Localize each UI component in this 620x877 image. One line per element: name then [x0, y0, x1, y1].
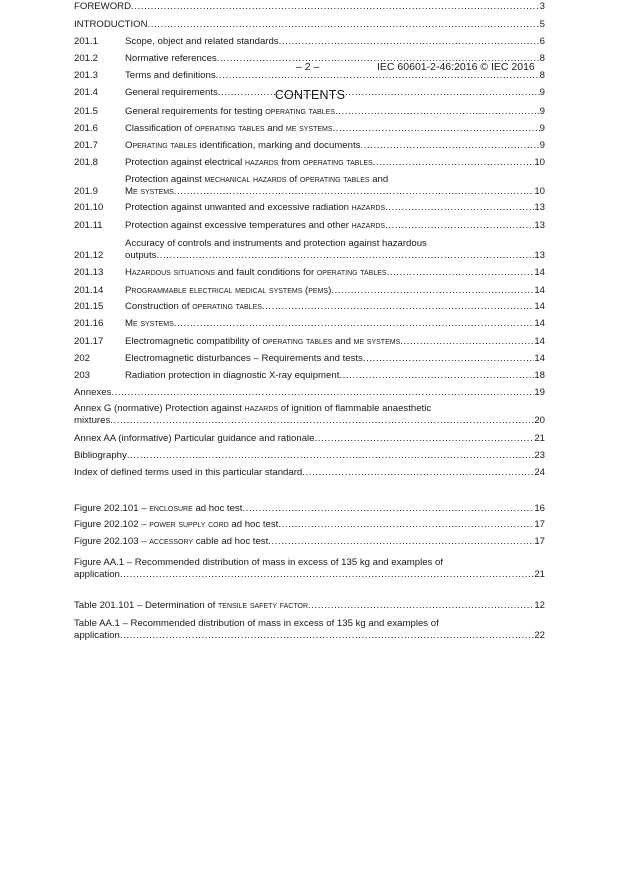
dot-leader [335, 106, 540, 118]
entry-title: Scope, object and related standards [125, 36, 279, 47]
entry-title: General requirements [125, 87, 218, 98]
page-ref: 5 [539, 19, 545, 30]
toc-entry[interactable] [74, 503, 545, 515]
page-ref: 9 [539, 123, 545, 134]
page-ref: 9 [539, 140, 545, 151]
entry-title: Electromagnetic compatibility of operating tables and me systems [125, 336, 401, 347]
dot-leader [148, 19, 540, 31]
dot-leader [216, 70, 540, 82]
toc-entry[interactable] [74, 70, 545, 82]
section-number: 201.16 [74, 318, 104, 329]
entry-title: Protection against excessive temperatures and other hazards [125, 220, 386, 231]
page-ref: 21 [534, 433, 545, 444]
page-ref: 10 [534, 186, 545, 197]
toc-entry[interactable] [74, 238, 545, 262]
section-number: 202 [74, 353, 91, 364]
dot-leader [339, 370, 534, 382]
dot-leader [363, 353, 534, 365]
page-ref: 13 [534, 220, 545, 231]
dot-leader [156, 250, 534, 262]
entry-title: Classification of operating tables and me systems [125, 123, 333, 134]
toc-entry[interactable] [74, 267, 545, 279]
toc-entry[interactable] [74, 353, 545, 365]
toc-entry[interactable] [74, 433, 545, 445]
toc-entry[interactable] [74, 36, 545, 48]
entry-title: Protection against unwanted and excessive radiation hazards [125, 202, 386, 213]
dot-leader [331, 285, 534, 297]
toc-entry[interactable] [74, 285, 545, 297]
entry-title: Accuracy of controls and instruments and protection against hazardous [125, 238, 427, 249]
dot-leader [360, 140, 539, 152]
page-ref: 21 [534, 569, 545, 580]
entry-title: Hazardous situations and fault conditions for operating tables [125, 267, 387, 278]
toc-entry[interactable] [74, 19, 545, 31]
toc-entry[interactable] [74, 387, 545, 399]
toc-entry[interactable] [74, 53, 545, 65]
section-number: 201.7 [74, 140, 99, 151]
entry-title: Radiation protection in diagnostic X-ray equipment [125, 370, 340, 381]
page-ref: 24 [534, 467, 545, 478]
page-ref: 16 [534, 503, 545, 514]
entry-title: Construction of operating tables [125, 301, 262, 312]
dot-leader [131, 1, 540, 13]
entry-title: Terms and definitions [125, 70, 216, 81]
dot-leader [308, 600, 534, 612]
dot-leader [387, 267, 535, 279]
toc-entry[interactable] [74, 202, 545, 214]
entry-title: Figure 202.101 – enclosure ad hoc test [74, 503, 243, 514]
section-number: 201.1 [74, 36, 99, 47]
document-id: IEC 60601-2-46:2016 © IEC 2016 [377, 61, 535, 73]
section-number: 201.2 [74, 53, 99, 64]
section-number: 201.10 [74, 202, 104, 213]
dot-leader [279, 36, 540, 48]
dot-leader [373, 157, 535, 169]
page-ref: 8 [539, 53, 545, 64]
page-ref: 17 [534, 519, 545, 530]
dot-leader [218, 87, 540, 99]
page-ref: 22 [534, 630, 545, 641]
section-number: 201.13 [74, 267, 104, 278]
entry-title: Protection against electrical hazards from operating tables [125, 157, 373, 168]
page-ref: 14 [534, 267, 545, 278]
entry-title: Programmable electrical medical systems (pems) [125, 285, 332, 296]
entry-title: Table AA.1 – Recommended distribution of mass in excess of 135 kg and examples of [74, 618, 439, 629]
page-ref: 20 [534, 415, 545, 426]
toc-entry[interactable] [74, 536, 545, 548]
dot-leader [278, 519, 534, 531]
page-ref: 14 [534, 318, 545, 329]
page-ref: 13 [534, 202, 545, 213]
section-number: 201.9 [74, 186, 99, 197]
page-ref: 19 [534, 387, 545, 398]
section-number: 201.17 [74, 336, 104, 347]
toc-entry[interactable] [74, 174, 545, 198]
section-number: 201.11 [74, 220, 103, 231]
dot-leader [174, 186, 535, 198]
dot-leader [262, 301, 534, 313]
toc-entry[interactable] [74, 140, 545, 152]
page-ref: 14 [534, 301, 545, 312]
dot-leader [385, 202, 534, 214]
entry-title: FOREWORD [74, 1, 132, 12]
entry-title: Annexes [74, 387, 112, 398]
page-ref: 14 [534, 285, 545, 296]
entry-title-continuation: application [74, 569, 120, 580]
entry-title-continuation: mixtures [74, 415, 111, 426]
page-ref: 17 [534, 536, 545, 547]
toc-entry[interactable] [74, 450, 545, 462]
toc-entry[interactable] [74, 600, 545, 612]
entry-title: Annex G (normative) Protection against hazards of ignition of flammable anaesthetic [74, 403, 432, 414]
entry-title: Annex AA (informative) Particular guidance and rationale [74, 433, 315, 444]
page-ref: 14 [534, 353, 545, 364]
dot-leader [242, 503, 534, 515]
toc-entry[interactable] [74, 336, 545, 348]
page-ref: 9 [539, 87, 545, 98]
dot-leader [385, 220, 534, 232]
section-number: 201.5 [74, 106, 99, 117]
page-ref: 9 [539, 106, 545, 117]
page-ref: 8 [539, 70, 545, 81]
page-ref: 14 [534, 336, 545, 347]
toc-entry[interactable] [74, 301, 545, 313]
toc-entry[interactable] [74, 618, 545, 642]
page-ref: 3 [539, 1, 545, 12]
section-number: 201.4 [74, 87, 99, 98]
toc-entry[interactable] [74, 557, 545, 581]
section-number: 201.8 [74, 157, 99, 168]
dot-leader [127, 450, 535, 462]
dot-leader [333, 123, 540, 135]
entry-title: Figure AA.1 – Recommended distribution of mass in excess of 135 kg and examples of [74, 557, 444, 568]
entry-title-continuation: outputs [125, 250, 157, 261]
dot-leader [111, 387, 534, 399]
entry-title: General requirements for testing operating tables [125, 106, 335, 117]
dot-leader [315, 433, 535, 445]
entry-title: Protection against mechanical hazards of operating tables and [125, 174, 389, 185]
page-title: CONTENTS [274, 88, 346, 102]
page-number: – 2 – [296, 61, 320, 73]
dot-leader [217, 53, 540, 65]
toc-entry[interactable] [74, 519, 545, 531]
dot-leader [400, 336, 534, 348]
entry-title-continuation: Me systems [125, 186, 174, 197]
toc-entry[interactable] [74, 467, 545, 479]
dot-leader [120, 569, 534, 581]
entry-title: Operating tables identification, marking and documents [125, 140, 361, 151]
dot-leader [268, 536, 534, 548]
section-number: 201.3 [74, 70, 99, 81]
dot-leader [302, 467, 534, 479]
section-number: 201.6 [74, 123, 99, 134]
entry-title: Bibliography [74, 450, 127, 461]
toc-entry[interactable] [74, 370, 545, 382]
dot-leader [120, 630, 534, 642]
section-number: 203 [74, 370, 91, 381]
toc-entry[interactable] [74, 318, 545, 330]
toc-entry[interactable] [74, 123, 545, 135]
entry-title: Me systems [125, 318, 174, 329]
section-number: 201.15 [74, 301, 104, 312]
section-number: 201.14 [74, 285, 104, 296]
toc-entry[interactable] [74, 1, 545, 13]
toc-entry[interactable] [74, 106, 545, 118]
page-ref: 10 [534, 157, 545, 168]
entry-title: Electromagnetic disturbances – Requirements and tests [125, 353, 363, 364]
entry-title: Table 201.101 – Determination of tensile safety factor [74, 600, 308, 611]
page-ref: 6 [539, 36, 545, 47]
page-ref: 18 [534, 370, 545, 381]
toc-entry[interactable] [74, 403, 545, 427]
toc-entry[interactable] [74, 87, 545, 99]
page-ref: 13 [534, 250, 545, 261]
entry-title: Normative references [125, 53, 217, 64]
toc-entry[interactable] [74, 157, 545, 169]
page-ref: 23 [534, 450, 545, 461]
entry-title: Figure 202.102 – power supply cord ad hoc test [74, 519, 279, 530]
dot-leader [110, 415, 534, 427]
entry-title-continuation: application [74, 630, 120, 641]
dot-leader [174, 318, 535, 330]
entry-title: INTRODUCTION [74, 19, 148, 30]
toc-entry[interactable] [74, 220, 545, 232]
section-number: 201.12 [74, 250, 104, 261]
page-ref: 12 [534, 600, 545, 611]
entry-title: Figure 202.103 – accessory cable ad hoc test [74, 536, 269, 547]
entry-title: Index of defined terms used in this particular standard [74, 467, 303, 478]
